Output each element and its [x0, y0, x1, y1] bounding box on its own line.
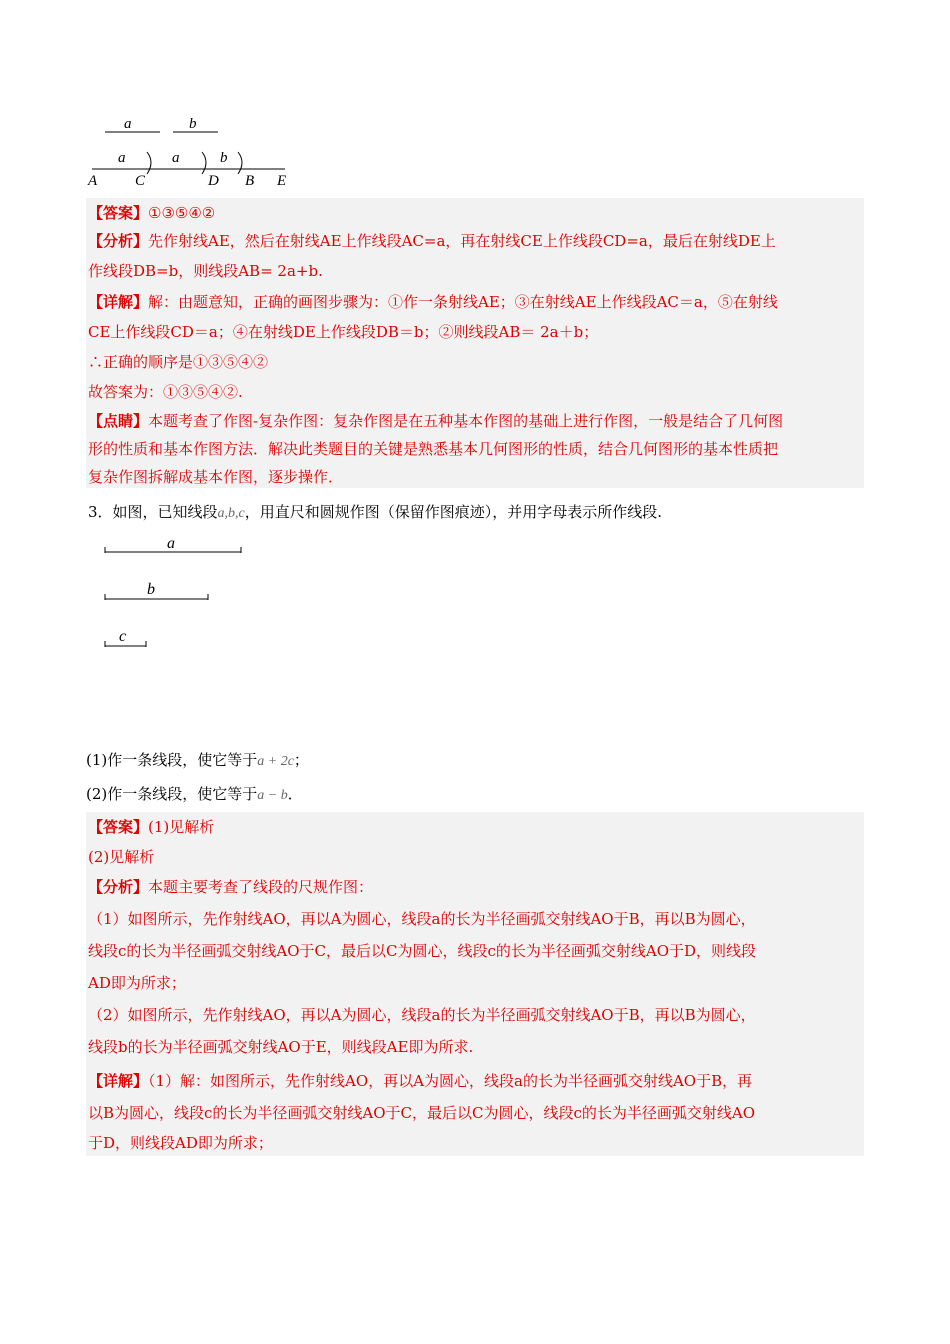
q3-analysis-5: 线段b的长为半径画弧交射线AO于E，则线段AE即为所求.: [88, 1038, 474, 1056]
point-E: E: [277, 173, 287, 189]
construction-figure: [80, 110, 310, 190]
analysis-text-1: 先作射线AE，然后在射线AE上作线段AC=a，再在射线CE上作线段CD=a，最后在射线DE上: [148, 232, 776, 250]
segment-b-label: b: [147, 581, 155, 598]
q3-answer-line-2: [88, 842, 154, 872]
q3-answer-1: (1)见解析: [148, 818, 215, 836]
point-A: A: [88, 173, 98, 189]
q3-analysis-2: 线段c的长为半径画弧交射线AO于C，最后以C为圆心，线段c的长为半径画弧交射线AO于D，则线段: [88, 942, 757, 960]
answer-text: ①③⑤④②: [148, 204, 216, 222]
q3-detail-line-1: [88, 1066, 752, 1096]
q2-detail-line-1: [88, 287, 778, 317]
q3-analysis-4: （2）如图所示，先作射线AO，再以A为圆心，线段a的长为半径画弧交射线AO于B，再以B为圆心，: [88, 1006, 756, 1024]
q3-analysis-3: AD即为所求；: [88, 974, 186, 992]
comment-text-3: 复杂作图拆解成基本作图，逐步操作．: [88, 468, 344, 486]
q2-detail-line-4: [88, 377, 243, 407]
point-C: C: [135, 173, 146, 189]
part-2-text: (2)作一条线段，使它等于: [86, 785, 258, 803]
q3-analysis-line-4: [88, 1000, 756, 1030]
q3-detail-tag: 【详解】: [88, 1072, 149, 1090]
segment-a-label: a: [167, 535, 175, 552]
detail-text-3: ∴正确的顺序是①③⑤④②: [88, 353, 269, 371]
given-segments-figure: [95, 530, 265, 660]
arc-D: [202, 152, 206, 174]
q2-comment-line-3: [88, 462, 343, 492]
given-label-a: a: [124, 116, 132, 132]
q3-stem-symbols: a,b,c: [217, 506, 245, 521]
analysis-text-2: 作线段DB=b，则线段AB= 2a+b.: [88, 262, 323, 280]
detail-tag: 【详解】: [88, 293, 149, 311]
given-label-b: b: [189, 116, 197, 132]
arc-C: [147, 152, 151, 174]
q2-comment-line-1: [88, 406, 783, 436]
q3-answer-tag: 【答案】: [88, 818, 149, 836]
part-1-expression: a + 2c: [257, 754, 294, 769]
part-1-end: ；: [293, 751, 309, 769]
part-1-text: (1)作一条线段，使它等于: [86, 751, 258, 769]
comment-text-2: 形的性质和基本作图方法．解决此类题目的关键是熟悉基本几何图形的性质，结合几何图形的基本性质把: [88, 440, 779, 458]
arc-B: [238, 152, 242, 174]
detail-text-1: 解：由题意知，正确的画图步骤为：①作一条射线AE；③在射线AE上作线段AC＝a，⑤在射线: [148, 293, 778, 311]
seg-label-b: b: [220, 150, 228, 166]
detail-text-2: CE上作线段CD＝a；④在射线DE上作线段DB＝b；②则线段AB＝ 2a＋b；: [88, 323, 599, 341]
q3-stem-text: 3．如图，已知线段: [88, 503, 218, 521]
point-B: B: [245, 173, 255, 189]
q3-solution-box: [86, 812, 864, 1156]
part-2-end: ．: [287, 785, 303, 803]
q3-detail-1: （1）解：如图所示，先作射线AO，再以A为圆心，线段a的长为半径画弧交射线AO于B，再: [148, 1072, 753, 1090]
q2-solution-box: [86, 198, 864, 488]
q3-detail-2: 以B为圆心，线段c的长为半径画弧交射线AO于C，最后以C为圆心，线段c的长为半径画弧交射线AO: [88, 1104, 756, 1122]
q2-answer-line: [88, 198, 215, 228]
comment-text-1: 本题考查了作图-复杂作图：复杂作图是在五种基本作图的基础上进行作图，一般是结合了几何图: [148, 412, 784, 430]
q2-comment-line-2: [88, 434, 778, 464]
q3-part-1: [86, 748, 309, 774]
detail-text-4: 故答案为：①③⑤④②.: [88, 383, 243, 401]
q3-part-2: [86, 782, 303, 808]
q3-analysis-1: （1）如图所示，先作射线AO，再以A为圆心，线段a的长为半径画弧交射线AO于B，再以B为圆心，: [88, 910, 756, 928]
q3-stem-rest: ，用直尺和圆规作图（保留作图痕迹），并用字母表示所作线段.: [244, 503, 663, 521]
q3-analysis-line-0: [88, 872, 373, 902]
q3-detail-line-2: [88, 1098, 755, 1128]
segment-c-label: c: [119, 628, 127, 645]
q3-answer-2: (2)见解析: [88, 848, 155, 866]
q2-detail-line-2: [88, 317, 598, 347]
q3-analysis-line-1: [88, 904, 756, 934]
q2-analysis-line-1: [88, 226, 776, 256]
comment-tag: 【点睛】: [88, 412, 149, 430]
q3-analysis-line-2: [88, 936, 756, 966]
seg-label-a2: a: [172, 150, 180, 166]
q2-analysis-line-2: [88, 256, 323, 286]
analysis-tag: 【分析】: [88, 232, 149, 250]
q3-detail-3: 于D，则线段AD即为所求；: [88, 1134, 273, 1152]
q3-analysis-line-5: [88, 1032, 473, 1062]
q3-stem: [88, 500, 662, 526]
q2-detail-line-3: [88, 347, 268, 377]
part-2-expression: a − b: [257, 788, 288, 803]
answer-tag: 【答案】: [88, 204, 149, 222]
point-D: D: [208, 173, 219, 189]
q3-analysis-line-3: [88, 968, 186, 998]
q3-analysis-tag: 【分析】: [88, 878, 149, 896]
q3-answer-line-1: [88, 812, 214, 842]
q3-detail-line-3: [88, 1128, 273, 1158]
q3-analysis-0: 本题主要考查了线段的尺规作图：: [148, 878, 374, 896]
seg-label-a1: a: [118, 150, 126, 166]
